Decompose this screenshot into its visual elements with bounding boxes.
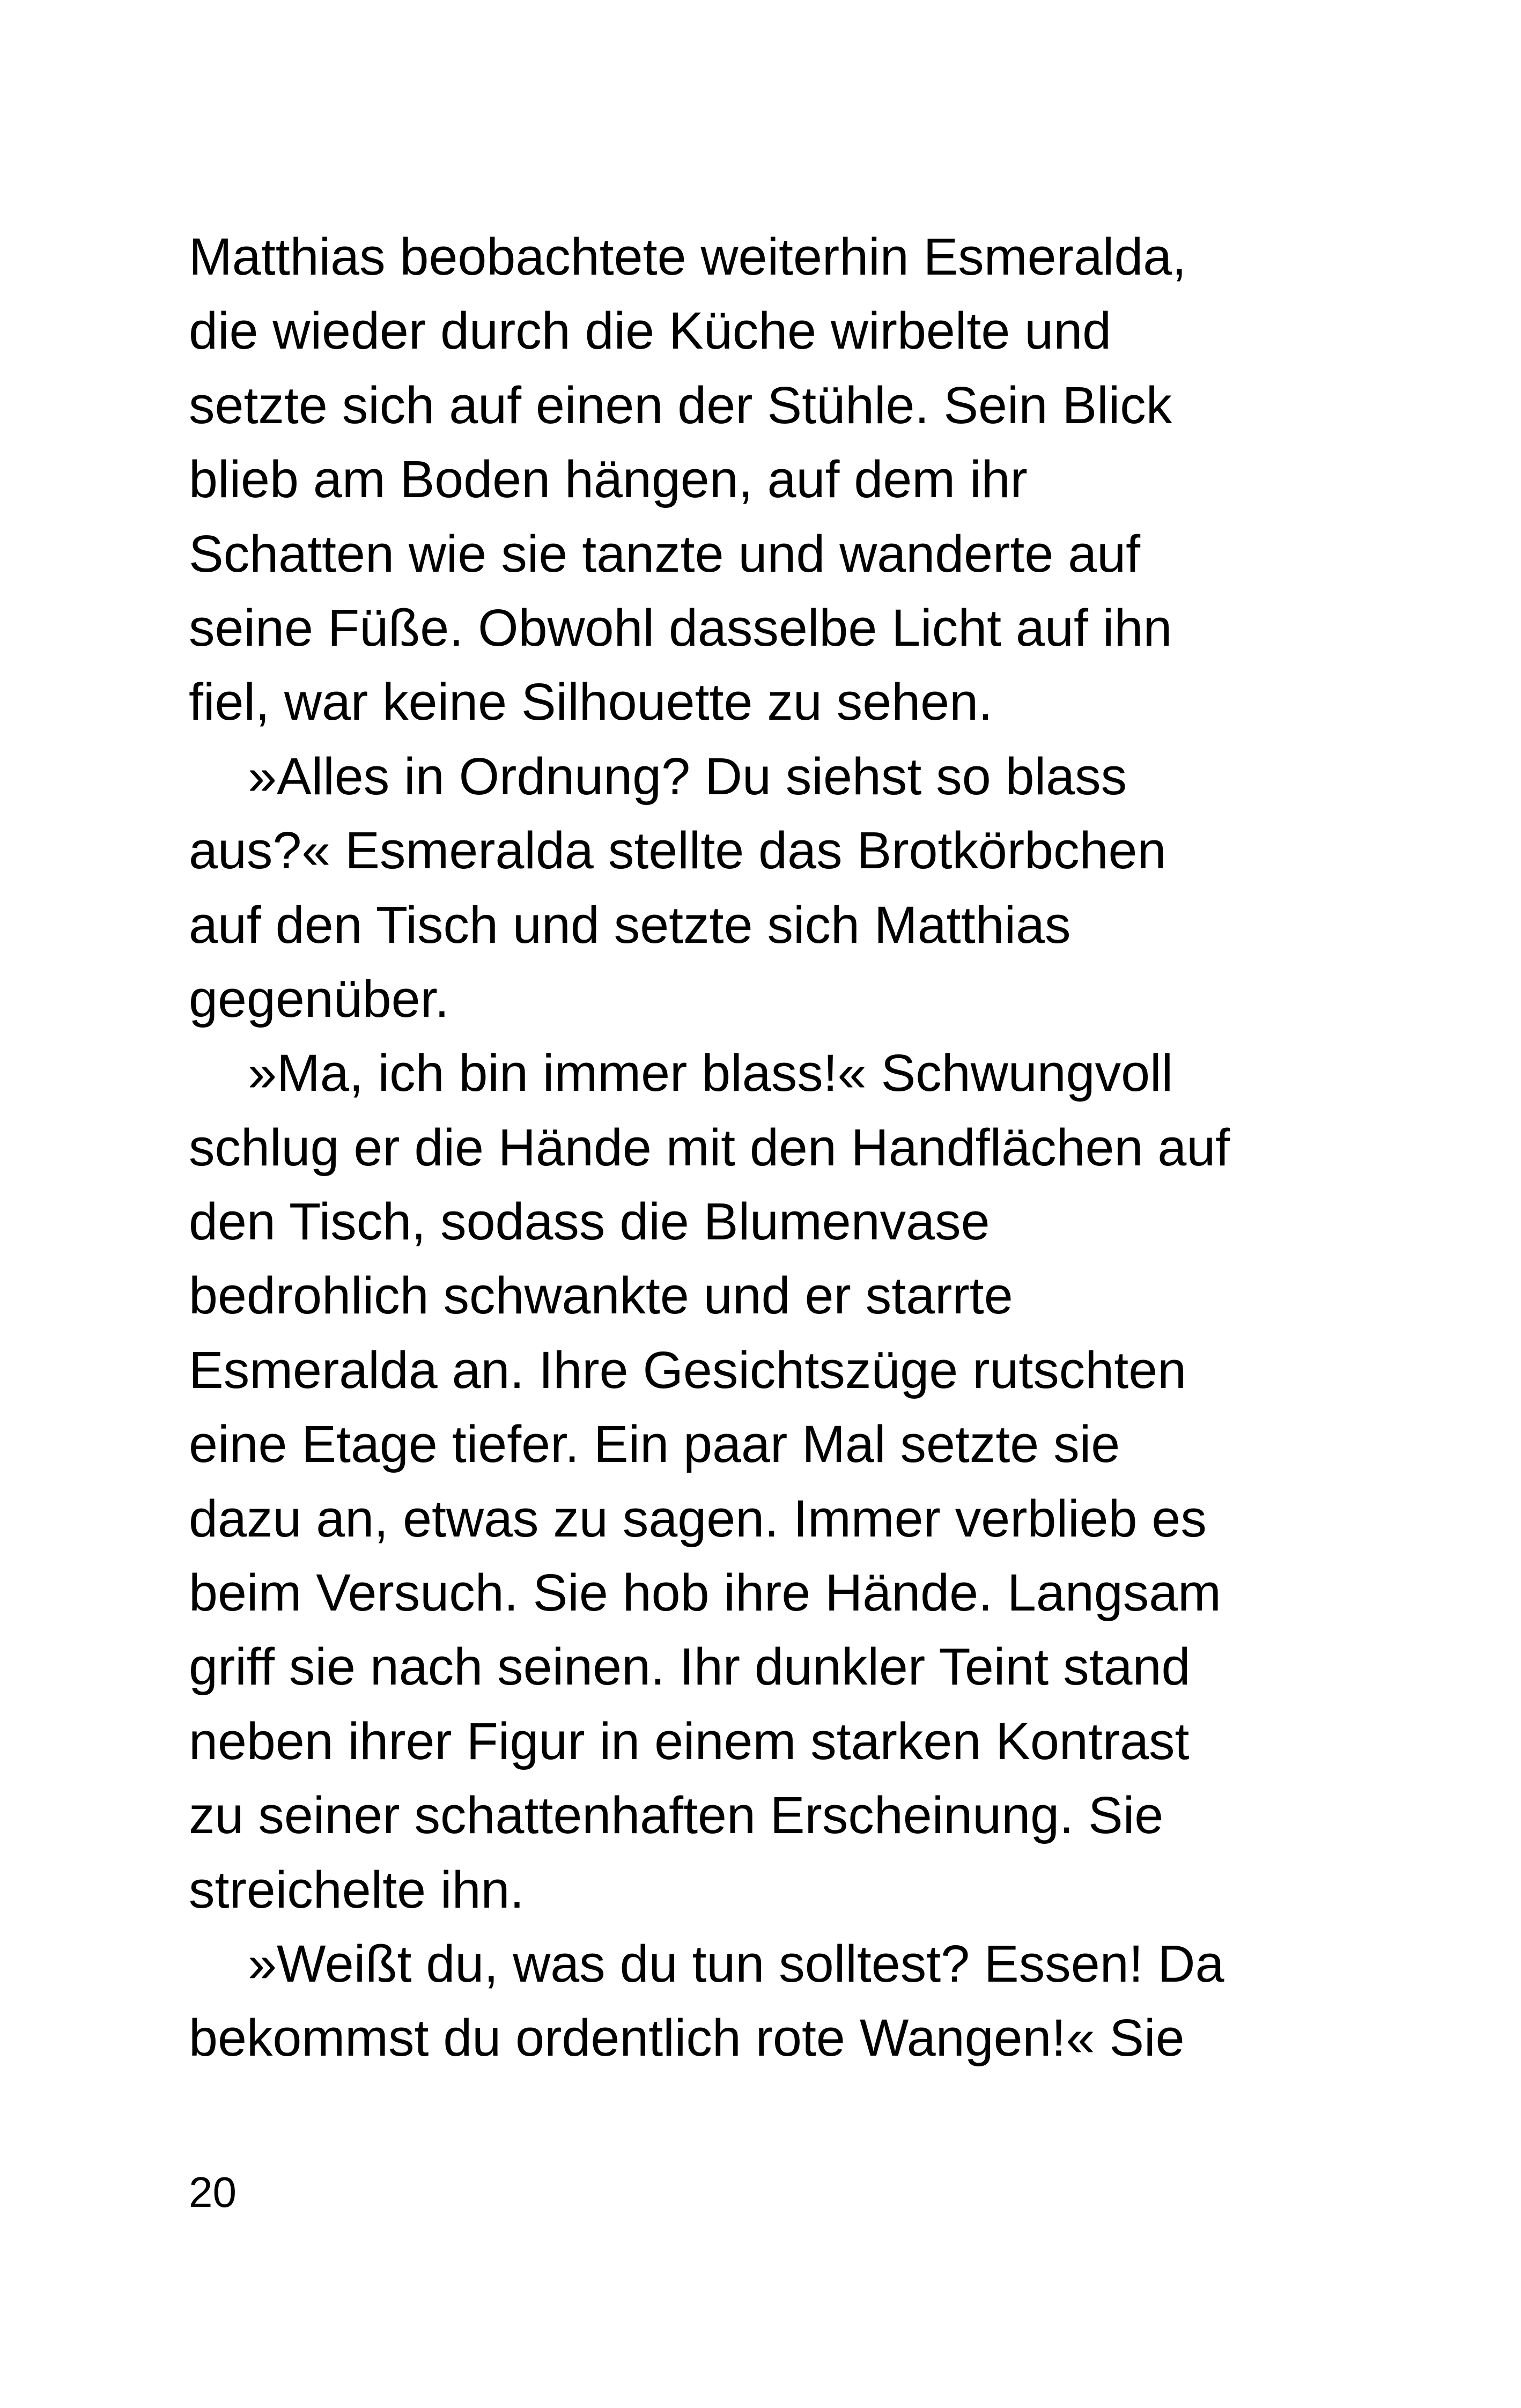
text-line: die wieder durch die Küche wirbelte und — [189, 301, 1112, 360]
text-line: blieb am Boden hängen, auf dem ihr — [189, 450, 1028, 509]
text-line: fiel, war keine Silhouette zu sehen. — [189, 673, 993, 732]
text-line: »Ma, ich bin immer blass!« Schwungvoll — [248, 1044, 1173, 1103]
text-line: seine Füße. Obwohl dasselbe Licht auf ihn — [189, 598, 1172, 657]
text-line: beim Versuch. Sie hob ihre Hände. Langsam — [189, 1563, 1221, 1622]
text-line: streichelte ihn. — [189, 1860, 525, 1919]
text-line: Schatten wie sie tanzte und wanderte auf — [189, 524, 1141, 583]
text-line: neben ihrer Figur in einem starken Kontrast — [189, 1711, 1190, 1770]
body-text — [189, 220, 1369, 2075]
text-line: aus?« Esmeralda stellte das Brotkörbchen — [189, 821, 1166, 880]
text-line: gegenüber. — [189, 969, 449, 1028]
text-line: eine Etage tiefer. Ein paar Mal setzte sie — [189, 1415, 1120, 1474]
text-line: den Tisch, sodass die Blumenvase — [189, 1192, 990, 1251]
text-line: dazu an, etwas zu sagen. Immer verblieb es — [189, 1489, 1207, 1548]
text-line: zu seiner schattenhaften Erscheinung. Sie — [189, 1786, 1164, 1845]
text-line: schlug er die Hände mit den Handflächen auf — [189, 1118, 1230, 1177]
text-line: auf den Tisch und setzte sich Matthias — [189, 895, 1071, 954]
text-line: »Alles in Ordnung? Du siehst so blass — [248, 747, 1127, 806]
text-line: bedrohlich schwankte und er starrte — [189, 1266, 1013, 1325]
text-line: Esmeralda an. Ihre Gesichtszüge rutschten — [189, 1340, 1187, 1399]
text-line: »Weißt du, was du tun solltest? Essen! Da — [248, 1934, 1224, 1993]
text-line: setzte sich auf einen der Stühle. Sein Blick — [189, 375, 1172, 434]
page-number: 20 — [189, 2168, 237, 2216]
text-line: griff sie nach seinen. Ihr dunkler Teint stand — [189, 1637, 1191, 1696]
text-line: bekommst du ordentlich rote Wangen!« Sie — [189, 2008, 1185, 2067]
text-line: Matthias beobachtete weiterhin Esmeralda, — [189, 227, 1187, 286]
